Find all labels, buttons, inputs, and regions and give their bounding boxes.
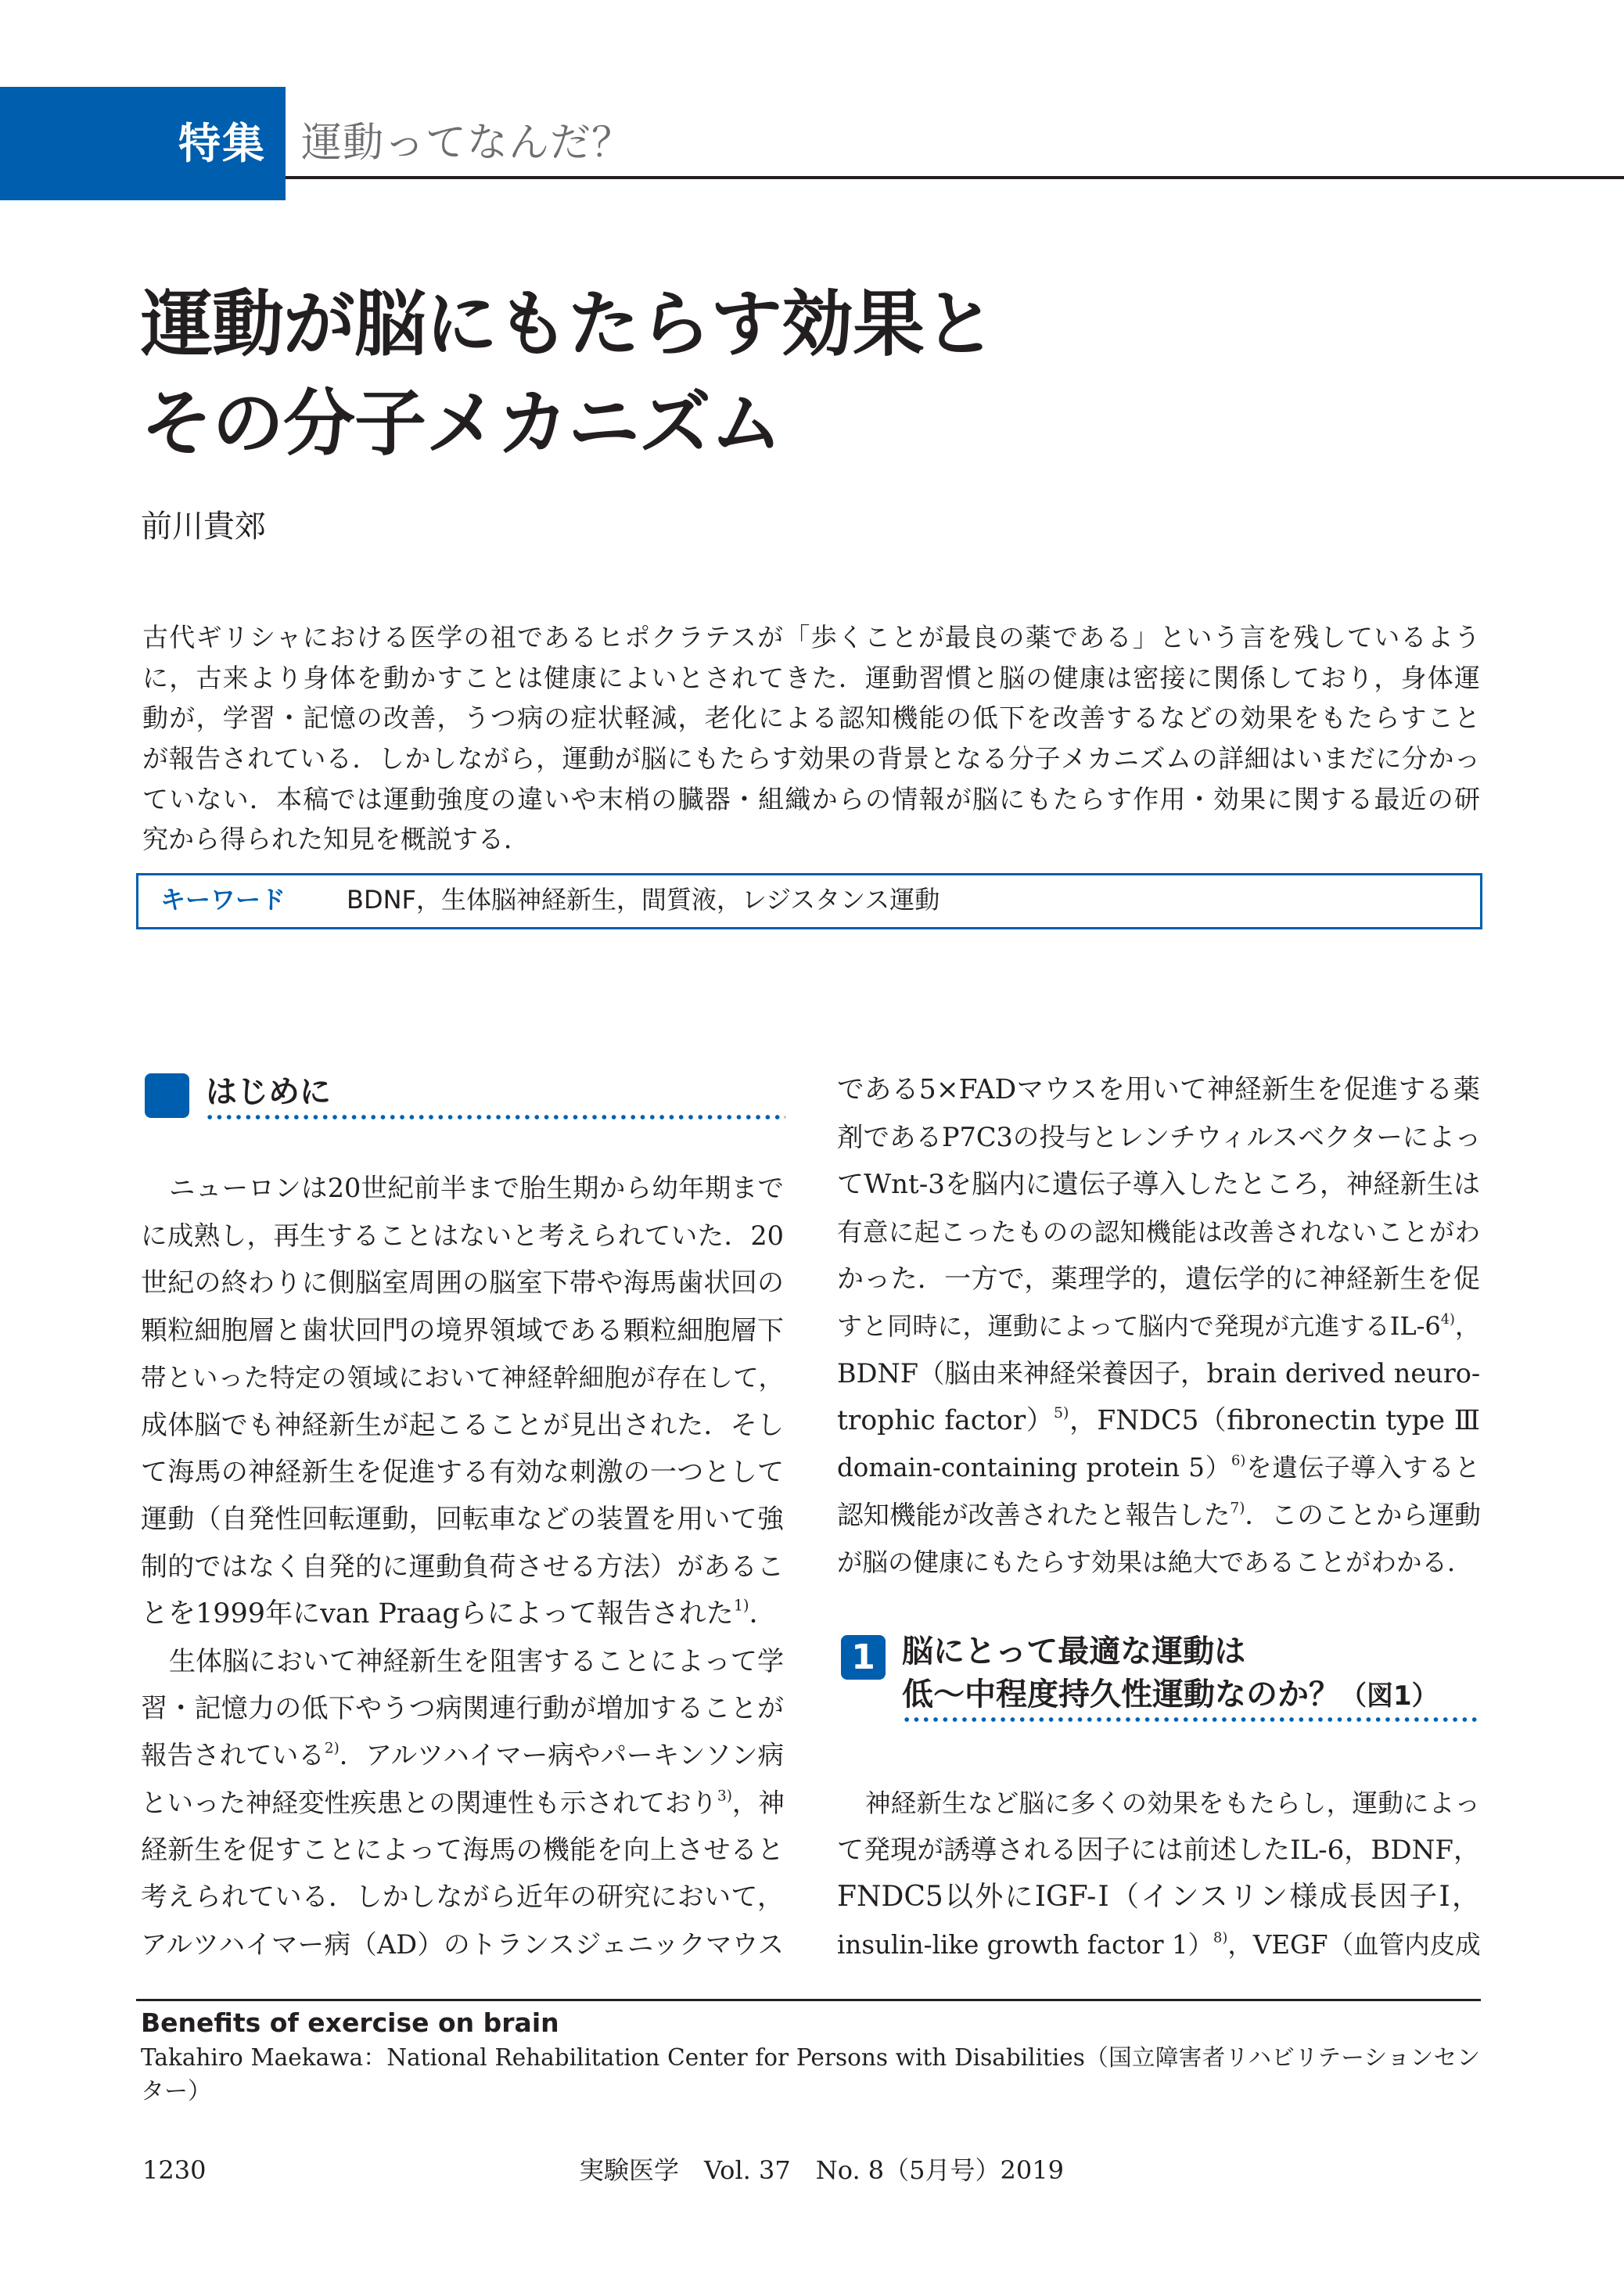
body-line bbox=[837, 1444, 1480, 1491]
body-line: 世紀の終わりに側脳室周囲の脳室下帯や海馬歯状回の bbox=[141, 1267, 784, 1299]
body-text: ，FNDC5（fibronectin type Ⅲ bbox=[1069, 1405, 1480, 1436]
abstract-line: 古代ギリシャにおける医学の祖であるヒポクラテスが「歩くことが最良の薬である」という言を残しているよう bbox=[142, 622, 1480, 652]
section-heading-dotted-rule bbox=[205, 1115, 785, 1120]
body-text: ，VEGF（血管内皮成 bbox=[1227, 1930, 1481, 1960]
reference-marker[interactable]: 1) bbox=[733, 1596, 749, 1615]
abstract-line: ていない．本稿では運動強度の違いや末梢の臓器・組織からの情報が脳にもたらす作用・効果に関する最近の研 bbox=[142, 784, 1480, 814]
body-line: てWnt-3を脳内に遺伝子導入したところ，神経新生は bbox=[837, 1169, 1480, 1200]
body-text: 報告されている bbox=[141, 1740, 325, 1770]
reference-marker[interactable]: 5) bbox=[1053, 1403, 1069, 1421]
english-title: Benefits of exercise on brain bbox=[141, 2007, 559, 2038]
body-text: 認知機能が改善されたと報告した bbox=[837, 1500, 1231, 1530]
body-line: FNDC5以外にIGF-Ⅰ（インスリン様成長因子Ⅰ， bbox=[837, 1881, 1480, 1913]
body-line: 生体脳において神経新生を阻害することによって学 bbox=[169, 1646, 784, 1677]
body-line: である5×FADマウスを用いて神経新生を促進する薬 bbox=[837, 1074, 1480, 1105]
reference-marker[interactable]: 8) bbox=[1213, 1929, 1228, 1946]
body-line: BDNF（脳由来神経栄養因子，brain derived neuro- bbox=[837, 1358, 1481, 1389]
reference-marker[interactable]: 3) bbox=[717, 1788, 732, 1805]
body-text: すと同時に，運動によって脳内で発現が亢進するIL-6 bbox=[837, 1311, 1441, 1341]
author-name: 前川貴郊 bbox=[141, 509, 266, 544]
body-text: を遺伝子導入すると bbox=[1245, 1453, 1480, 1483]
body-line bbox=[837, 1397, 1480, 1444]
body-text: trophic factor） bbox=[837, 1405, 1054, 1436]
abstract-line: に，古来より身体を動かすことは健康によいとされてきた．運動習慣と脳の健康は密接に関係しており，身体運 bbox=[142, 663, 1480, 693]
body-text: insulin-like growth factor 1） bbox=[837, 1930, 1214, 1960]
body-line: 経新生を促すことによって海馬の機能を向上させると bbox=[141, 1835, 784, 1866]
body-text: domain-containing protein 5） bbox=[837, 1453, 1231, 1483]
body-line: ニューロンは20世紀前半まで胎生期から幼年期まで bbox=[169, 1173, 784, 1203]
reference-marker[interactable]: 4) bbox=[1440, 1311, 1455, 1328]
section-heading-line-2 bbox=[902, 1673, 1439, 1718]
body-line: 習・記憶力の低下やうつ病関連行動が増加することが bbox=[141, 1693, 784, 1724]
body-text: ，神 bbox=[731, 1788, 785, 1818]
article-title-line-2: その分子メカニズム bbox=[141, 382, 782, 465]
body-line: 考えられている．しかしながら近年の研究において， bbox=[141, 1881, 784, 1913]
body-line: 成体脳でも神経新生が起こることが見出された．そし bbox=[141, 1410, 784, 1441]
body-line: かった．一方で，薬理学的，遺伝学的に神経新生を促 bbox=[837, 1263, 1480, 1295]
section-heading-line-1: 脳にとって最適な運動は bbox=[902, 1633, 1246, 1669]
series-title: 運動ってなんだ？ bbox=[301, 120, 634, 167]
author-affiliation-continued: ター） bbox=[141, 2078, 211, 2105]
body-line bbox=[141, 1780, 784, 1827]
body-text: ． bbox=[749, 1598, 777, 1630]
header-rule bbox=[286, 176, 1624, 179]
section-heading-introduction: はじめに bbox=[206, 1074, 331, 1110]
body-text: とを1999年にvan Praagらによって報告された bbox=[141, 1598, 734, 1630]
body-line bbox=[837, 1492, 1480, 1539]
section-heading-dotted-rule bbox=[902, 1717, 1481, 1722]
body-line bbox=[837, 1303, 1480, 1350]
body-line bbox=[141, 1590, 784, 1637]
body-line: 神経新生など脳に多くの効果をもたらし，運動によっ bbox=[865, 1788, 1480, 1818]
page-number: 1230 bbox=[142, 2155, 207, 2185]
section-badge-icon bbox=[145, 1073, 189, 1118]
body-line: アルツハイマー病（AD）のトランスジェニックマウス bbox=[141, 1929, 784, 1960]
body-line: 運動（自発性回転運動，回転車などの装置を用いて強 bbox=[141, 1504, 784, 1535]
body-text: ．アルツハイマー病やパーキンソン病 bbox=[339, 1740, 785, 1770]
section-number-badge: 1 bbox=[841, 1635, 886, 1680]
body-text: ， bbox=[1454, 1311, 1480, 1341]
body-line: て海馬の神経新生を促進する有効な刺激の一つとして bbox=[141, 1457, 784, 1488]
abstract-line: 究から得られた知見を概説する． bbox=[142, 824, 530, 854]
section-tag-label: 特集 bbox=[178, 119, 266, 168]
body-line: 帯といった特定の領域において神経幹細胞が存在して， bbox=[141, 1363, 784, 1393]
body-text: といった神経変性疾患との関連性も示されており bbox=[141, 1788, 717, 1818]
footer-rule bbox=[136, 1999, 1481, 2001]
abstract-line: 動が，学習・記憶の改善，うつ病の症状軽減，老化による認知機能の低下を改善するなどの効果をもたらすこと bbox=[142, 703, 1480, 733]
figure-reference[interactable]: （図1） bbox=[1340, 1680, 1439, 1712]
reference-marker[interactable]: 2) bbox=[324, 1740, 340, 1757]
article-title-line-1: 運動が脳にもたらす効果と bbox=[141, 282, 996, 366]
reference-marker[interactable]: 6) bbox=[1231, 1452, 1246, 1469]
journal-citation: 実験医学 Vol. 37 No. 8（5月号）2019 bbox=[579, 2155, 1064, 2185]
abstract-line: が報告されている．しかしながら，運動が脳にもたらす効果の背景となる分子メカニズムの詳細はいまだに分かっ bbox=[142, 743, 1480, 774]
body-line: 有意に起こったものの認知機能は改善されないことがわ bbox=[837, 1217, 1480, 1247]
reference-marker[interactable]: 7) bbox=[1230, 1500, 1245, 1517]
body-line: 顆粒細胞層と歯状回門の境界領域である顆粒細胞層下 bbox=[141, 1315, 784, 1346]
body-line: が脳の健康にもたらす効果は絶大であることがわかる． bbox=[837, 1547, 1473, 1577]
section-heading-text: 低〜中程度持久性運動なのか？ bbox=[902, 1677, 1340, 1713]
body-line bbox=[141, 1732, 784, 1779]
body-line: 制的ではなく自発的に運動負荷させる方法）があるこ bbox=[141, 1551, 784, 1583]
body-line: て発現が誘導される因子には前述したIL-6，BDNF， bbox=[837, 1835, 1480, 1866]
author-affiliation: Takahiro Maekawa：National Rehabilitation Center for Persons with Disabilities（国立障害者リハビリテーションセン bbox=[141, 2044, 1480, 2071]
body-line bbox=[837, 1921, 1480, 1968]
body-line: に成熟し，再生することはないと考えられていた．20 bbox=[141, 1220, 784, 1251]
keywords-label: キーワード bbox=[160, 885, 286, 915]
keywords-values: BDNF，生体脳神経新生，間質液，レジスタンス運動 bbox=[347, 885, 940, 915]
body-line: 剤であるP7C3の投与とレンチウィルスベクターによっ bbox=[837, 1122, 1482, 1152]
body-text: ．このことから運動 bbox=[1245, 1500, 1481, 1530]
